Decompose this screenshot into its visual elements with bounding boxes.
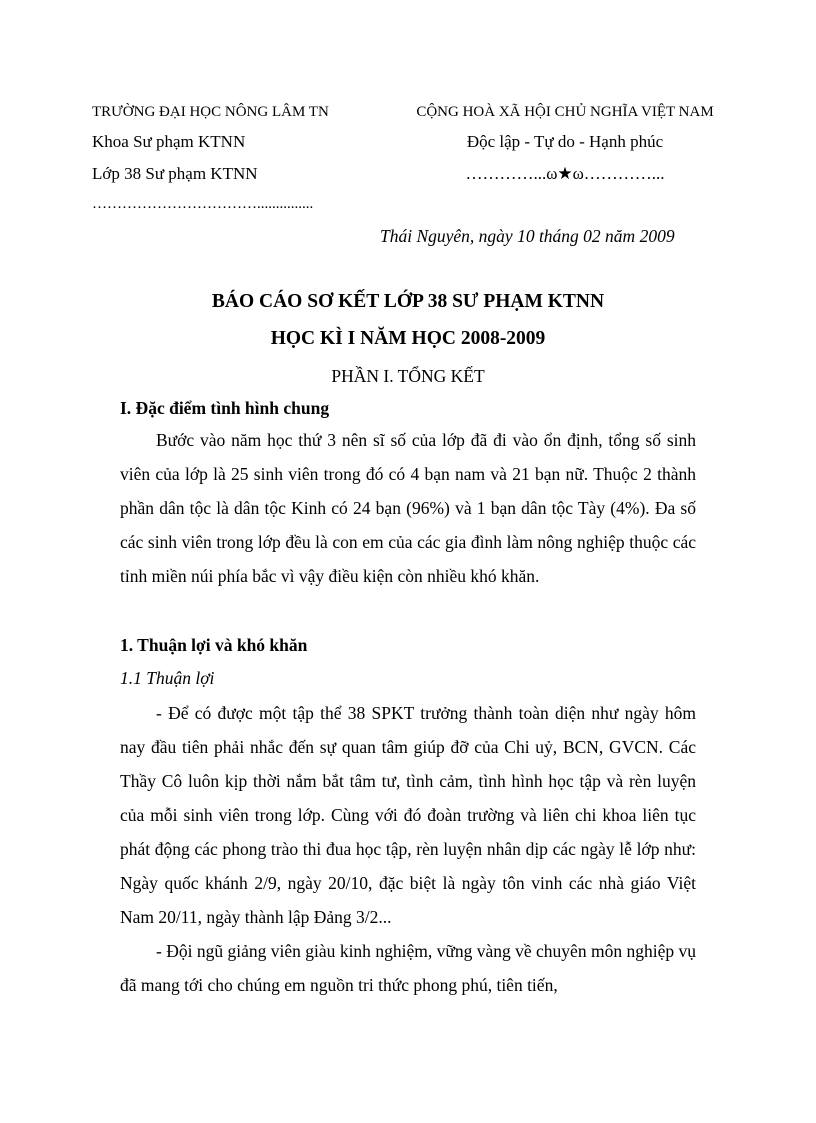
- national-motto: Độc lập - Tự do - Hạnh phúc: [466, 132, 664, 151]
- general-situation-paragraph: Bước vào năm học thứ 3 nên sĩ số của lớp đã đi vào ổn định, tổng số sinh viên của lớp là 25 sinh viên trong đó có 4 bạn nam và 21 bạn nữ. Thuộc 2 thành phần dân tộc là dân tộc Kinh có 24 bạn (96%) và 1 bạn dân tộc Tày (4%). Đa số các sinh viên trong lớp đều là con em của các gia đình làm nông nghiệp thuộc các tỉnh miền núi phía bắc vì vậy điều kiện còn nhiều khó khăn.: [120, 430, 696, 586]
- university-name: TRƯỜNG ĐẠI HỌC NÔNG LÂM TN: [92, 104, 329, 120]
- advantages-difficulties-heading: 1. Thuận lợi và khó khăn: [120, 635, 308, 655]
- advantages-paragraph-1: - Để có được một tập thể 38 SPKT trưởng thành toàn diện như ngày hôm nay đầu tiên phải nhắc đến sự quan tâm giúp đỡ của Chi uỷ, BCN, GVCN. Các Thầy Cô luôn kịp thời nắm bắt tâm tư, tình cảm, tình hình học tập và rèn luyện của mỗi sinh viên trong lớp. Cùng với đó đoàn trường và liên chi khoa liên tục phát động các phong trào thi đua học tập, rèn luyện nhân dịp các ngày lễ lớp như: Ngày quốc khánh 2/9, ngày 20/10, đặc biệt là ngày tôn vinh các nhà giáo Việt Nam 20/11, ngày thành lập Đảng 3/2...: [120, 703, 696, 927]
- report-title: BÁO CÁO SƠ KẾT LỚP 38 SƯ PHẠM KTNN: [211, 291, 605, 312]
- part-heading: PHẦN I. TỔNG KẾT: [331, 366, 485, 386]
- ornament-line: …………...ω★ω…………...: [465, 164, 665, 183]
- left-dotted-line: ……………………………...............: [92, 196, 314, 212]
- faculty-name: Khoa Sư phạm KTNN: [92, 132, 246, 151]
- republic-name: CỘNG HOÀ XÃ HỘI CHỦ NGHĨA VIỆT NAM: [416, 104, 714, 120]
- date-line: Thái Nguyên, ngày 10 tháng 02 năm 2009: [380, 226, 675, 246]
- section-heading: I. Đặc điểm tình hình chung: [120, 398, 330, 418]
- report-subtitle: HỌC KÌ I NĂM HỌC 2008-2009: [270, 328, 546, 349]
- advantages-subheading: 1.1 Thuận lợi: [120, 668, 215, 688]
- class-name: Lớp 38 Sư phạm KTNN: [92, 164, 258, 183]
- advantages-paragraph-2: - Đội ngũ giảng viên giàu kinh nghiệm, vững vàng về chuyên môn nghiệp vụ đã mang tới cho chúng em nguồn tri thức phong phú, tiên tiến,: [120, 941, 696, 995]
